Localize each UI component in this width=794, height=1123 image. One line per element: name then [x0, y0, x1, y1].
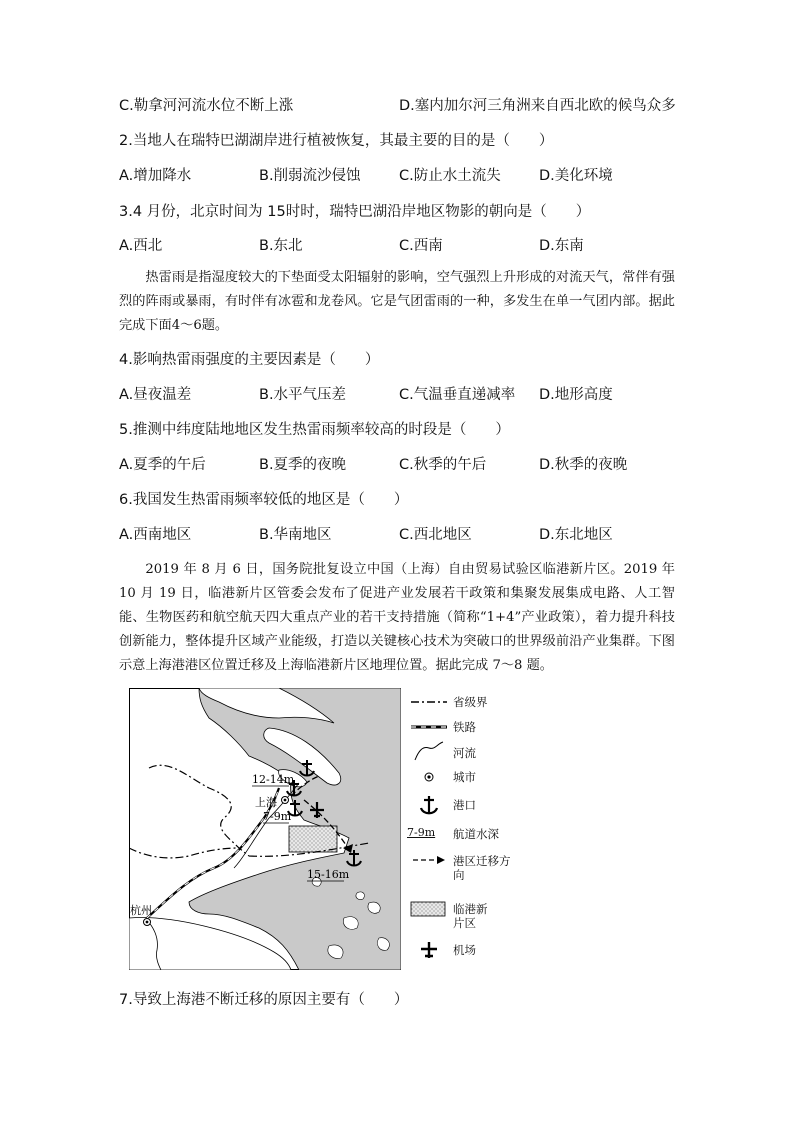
passage-lingang-text: 2019 年 8 月 6 日，国务院批复设立中国（上海）自由贸易试验区临港新片区。2019 年 10 月 19 日，临港新片区管委会发布了促进产业发展若干政策和集聚发展集成电路、人工智能、生物医药和航空航天四大重点产业的若干支持措施（简称“1+4”产业政策），着力提升科技创新能力，整体提升区域产业能级，打造以关键核心技术为突破口的世界级前沿产业集群。下图示意上海港港区位置迁移及上海临港新片区地理位置。据此完成 7～8 题。 — [119, 562, 675, 673]
question-2-stem: 2.当地人在瑞特巴湖湖岸进行植被恢复，其最主要的目的是（ ） — [119, 133, 554, 149]
question-4-stem: 4.影响热雷雨强度的主要因素是（ ） — [119, 352, 380, 368]
q1-option-d: D.塞内加尔河三角洲来自西北欧的候鸟众多 — [399, 98, 676, 114]
map-legend — [405, 688, 525, 970]
legend-port-migration — [405, 850, 525, 880]
airport-symbol — [409, 938, 449, 968]
city-hangzhou — [144, 919, 151, 926]
legend-port — [405, 791, 525, 821]
legend-label-airport: 机场 — [453, 943, 476, 957]
legend-label-provincial-boundary: 省级界 — [453, 695, 488, 709]
question-3-stem: 3.4 月份，北京时间为 15时时，瑞特巴湖沿岸地区物影的朝向是（ ） — [119, 204, 591, 220]
label-depth-15-16: 15-16m — [307, 868, 350, 881]
q5-option-a: A.夏季的午后 — [119, 457, 206, 473]
passage-lingang — [119, 558, 675, 678]
q3-option-a: A.西北 — [119, 238, 163, 254]
lingang-new-area — [289, 826, 337, 852]
legend-channel-depth — [405, 820, 525, 850]
port-migration-symbol — [409, 850, 449, 880]
zhoushan-island-5 — [356, 892, 364, 900]
q2-option-c: C.防止水土流失 — [399, 168, 501, 184]
q4-option-b: B.水平气压差 — [259, 387, 347, 403]
q2-option-d: D.美化环境 — [539, 168, 613, 184]
legend-label-port-migration: 港区迁移方向 — [453, 854, 511, 882]
q5-option-b: B.夏季的夜晚 — [259, 457, 347, 473]
lingang-area-symbol — [409, 898, 449, 928]
label-depth-12-14: 12-14m — [252, 773, 295, 786]
q4-option-a: A.昼夜温差 — [119, 387, 192, 403]
label-depth-7-9: 7-9m — [263, 810, 292, 823]
q3-option-c: C.西南 — [399, 238, 443, 254]
city-symbol — [409, 763, 449, 793]
passage-thunderstorm-text: 热雷雨是指湿度较大的下垫面受太阳辐射的影响，空气强烈上升形成的对流天气，常伴有强烈的阵雨或暴雨，有时伴有冰雹和龙卷风。它是气团雷雨的一种，多发生在单一气团内部。据此完成下面4～6题。 — [119, 270, 675, 333]
legend-label-city: 城市 — [453, 770, 476, 784]
q6-option-d: D.东北地区 — [539, 527, 613, 543]
q6-option-a: A.西南地区 — [119, 527, 192, 543]
question-5-stem: 5.推测中纬度陆地地区发生热雷雨频率较高的时段是（ ） — [119, 422, 510, 438]
passage-thunderstorm — [119, 266, 675, 338]
legend-label-port: 港口 — [453, 798, 476, 812]
q6-option-b: B.华南地区 — [259, 527, 332, 543]
legend-label-lingang-area: 临港新片区 — [453, 902, 488, 930]
q5-option-c: C.秋季的午后 — [399, 457, 487, 473]
legend-label-railway: 铁路 — [453, 720, 476, 734]
legend-city — [405, 763, 525, 793]
question-6-stem: 6.我国发生热雷雨频率较低的地区是（ ） — [119, 492, 409, 508]
label-shanghai: 上海 — [255, 796, 277, 809]
city-shanghai — [282, 797, 289, 804]
q6-option-c: C.西北地区 — [399, 527, 472, 543]
port-symbol — [409, 791, 449, 821]
q4-option-d: D.地形高度 — [539, 387, 613, 403]
shanghai-port-map — [129, 688, 401, 970]
q3-option-d: D.东南 — [539, 238, 584, 254]
channel-depth-symbol: 7-9m — [407, 826, 436, 839]
question-7-stem: 7.导致上海港不断迁移的原因主要有（ ） — [119, 992, 409, 1008]
legend-label-channel-depth: 航道水深 — [453, 827, 499, 841]
q5-option-d: D.秋季的夜晚 — [539, 457, 628, 473]
legend-lingang-area — [405, 898, 525, 928]
q4-option-c: C.气温垂直递减率 — [399, 387, 516, 403]
q1-option-c: C.勒拿河河流水位不断上涨 — [119, 98, 294, 114]
q2-option-a: A.增加降水 — [119, 168, 192, 184]
q3-option-b: B.东北 — [259, 238, 303, 254]
legend-airport — [405, 938, 525, 968]
label-hangzhou: 杭州 — [130, 904, 152, 917]
q2-option-b: B.削弱流沙侵蚀 — [259, 168, 361, 184]
legend-label-river: 河流 — [453, 746, 476, 760]
